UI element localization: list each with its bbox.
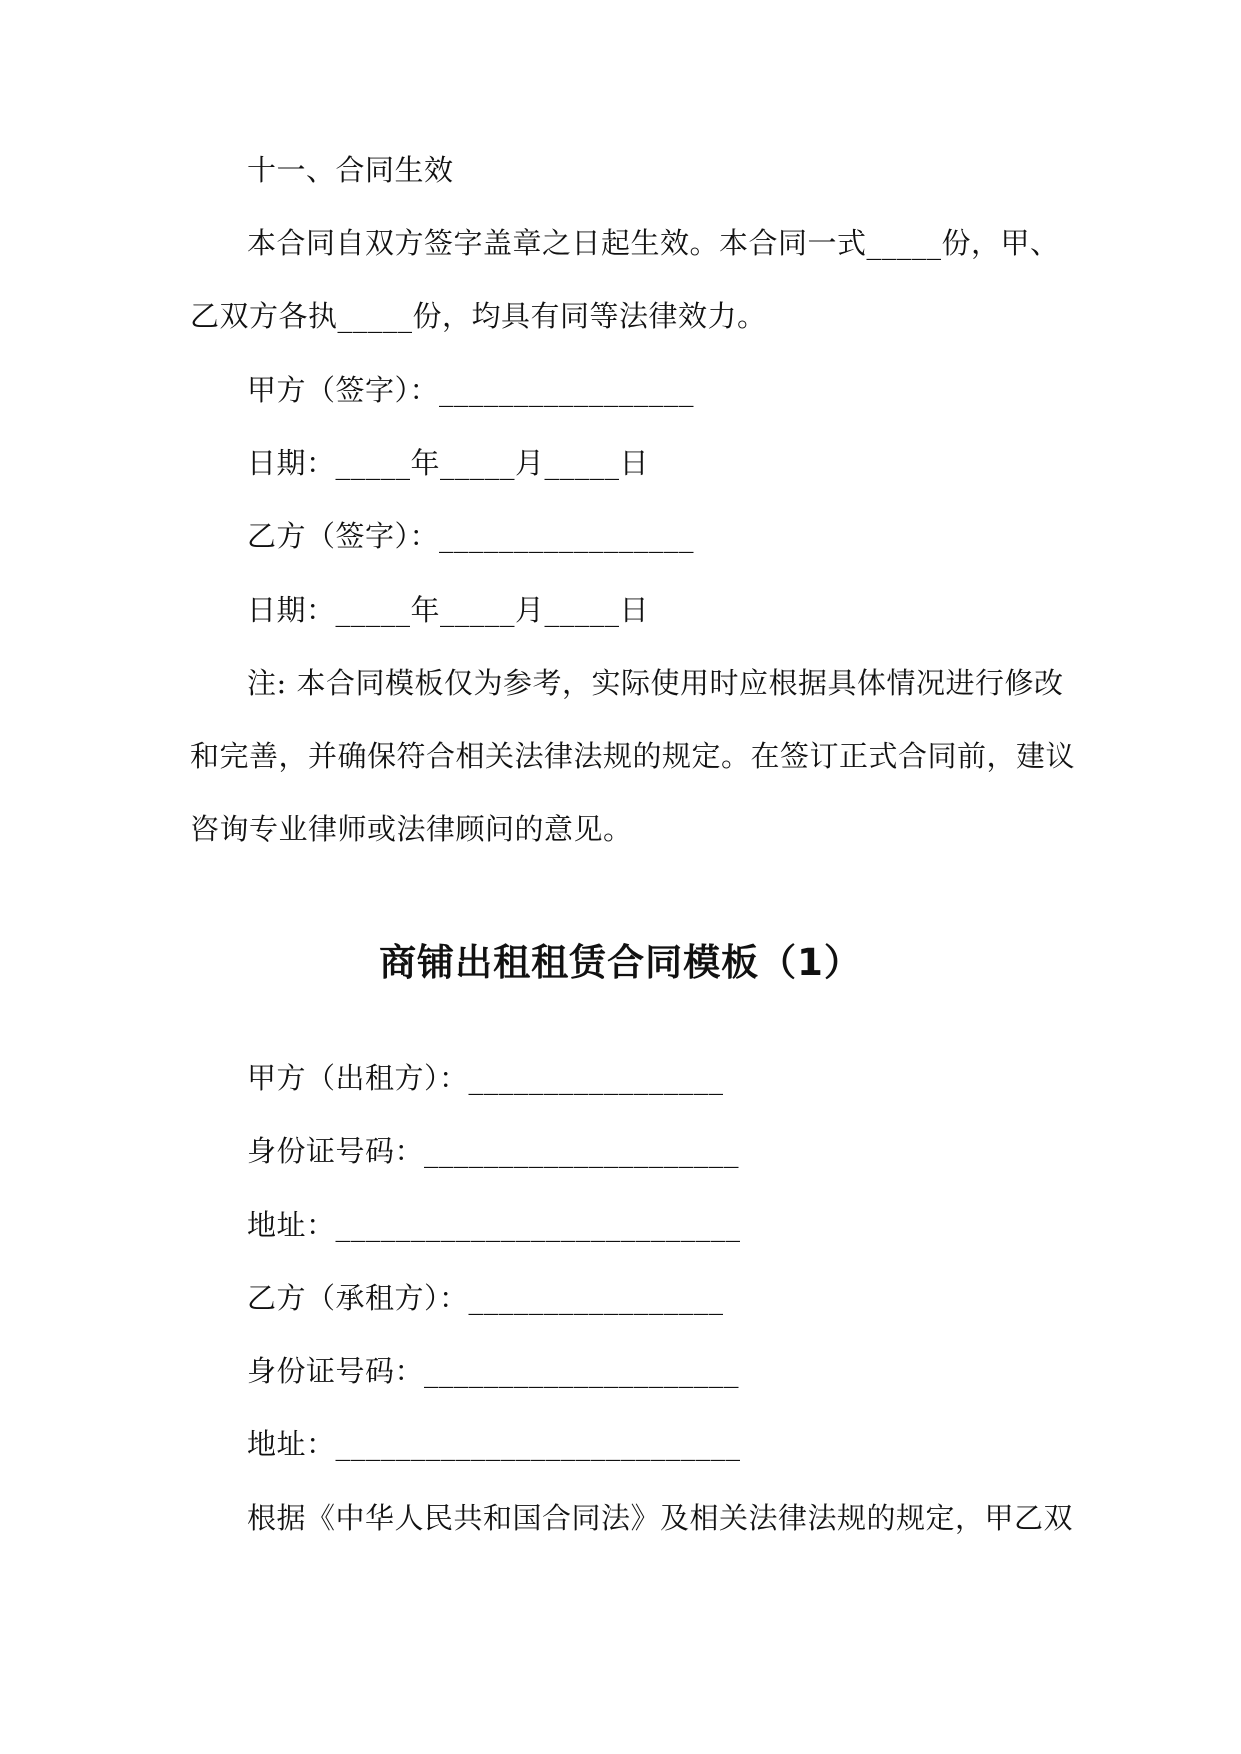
party-a-date-field: 日期：_____年_____月_____日 [247,446,650,480]
document-title: 商铺出租租赁合同模板（1） [379,941,862,984]
note-paragraph-line-3: 咨询专业律师或法律顾问的意见。 [190,812,633,846]
party-a-address-field: 地址：___________________________ [247,1208,741,1242]
section-heading: 十一、合同生效 [247,153,454,187]
note-paragraph-line-1: 注: 本合同模板仅为参考，实际使用时应根据具体情况进行修改 [247,666,1064,700]
note-paragraph-line-2: 和完善，并确保符合相关法律法规的规定。在签订正式合同前，建议 [190,739,1076,773]
intro-paragraph-line: 根据《中华人民共和国合同法》及相关法律法规的规定，甲乙双 [247,1501,1074,1535]
effect-paragraph-line-1: 本合同自双方签字盖章之日起生效。本合同一式_____份，甲、 [247,226,1060,260]
party-a-lessor-field: 甲方（出租方）：_________________ [247,1061,724,1095]
party-a-signature-field: 甲方（签字）：_________________ [247,373,695,407]
effect-paragraph-line-2: 乙双方各执_____份，均具有同等法律效力。 [190,299,767,333]
party-b-signature-field: 乙方（签字）：_________________ [247,519,695,553]
party-a-id-number-field: 身份证号码：_____________________ [247,1134,740,1168]
party-b-id-number-field: 身份证号码：_____________________ [247,1354,740,1388]
party-b-address-field: 地址：___________________________ [247,1427,741,1461]
party-b-date-field: 日期：_____年_____月_____日 [247,593,650,627]
party-b-lessee-field: 乙方（承租方）：_________________ [247,1281,724,1315]
